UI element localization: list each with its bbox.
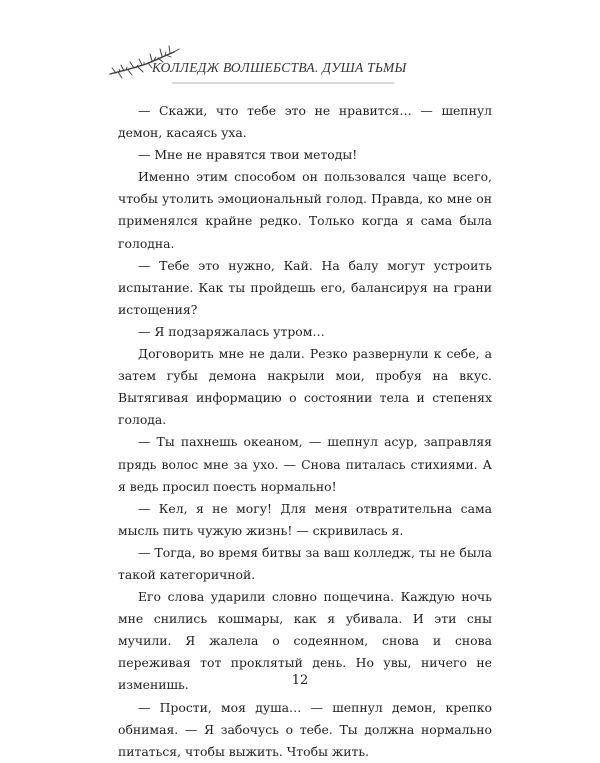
page-number: 12: [291, 673, 309, 688]
paragraph: Договорить мне не дали. Резко развернули к себе, а затем губы демона накрыли мои, пробуя на вкус. Вытягивая информацию о состоянии тела и степенях голода.: [118, 346, 492, 428]
paragraph: — Мне не нравятся твои методы!: [138, 147, 358, 163]
paragraph: — Прости, моя душа… — шепнул демон, крепко обнимая. — Я забочусь о тебе. Ты должна нормально питаться, чтобы выжить. Чтобы жить.: [118, 699, 492, 759]
running-header: [108, 38, 408, 94]
paragraph: Именно этим способом он пользовался чаще всего, чтобы утолить эмоциональный голод. Правда, ко мне он применялся крайне редко. Только когда я сама была голодна.: [118, 169, 492, 251]
paragraph: — Я подзаряжалась утром…: [138, 323, 325, 339]
page-body: [118, 100, 492, 763]
paragraph: — Скажи, что тебе это не нравится… — шепнул демон, касаясь уха.: [118, 103, 492, 141]
paragraph: — Тебе это нужно, Кай. На балу могут устроить испытание. Как ты пройдешь его, балансируя на грани истощения?: [118, 257, 492, 317]
paragraph: — Ты пахнешь океаном, — шепнул асур, заправляя прядь волос мне за ухо. — Снова питалась стихиями. А я ведь просил поесть нормально!: [118, 434, 492, 494]
header-title: КОЛЛЕДЖ ВОЛШЕБСТВА. ДУША ТЬМЫ: [152, 60, 407, 75]
paragraph: Его слова ударили словно пощечина. Каждую ночь мне снились кошмары, как я убивала. И эти сны мучили. Я жалела о содеянном, снова и снова переживая тот проклятый день. Но увы, ничего не изменишь.: [118, 589, 492, 693]
paragraph: — Кел, я не могу! Для меня отвратительна сама мысль пить чужую жизнь! — скривилась я.: [118, 500, 492, 538]
paragraph: — Тогда, во время битвы за ваш колледж, ты не была такой категоричной.: [118, 544, 492, 582]
